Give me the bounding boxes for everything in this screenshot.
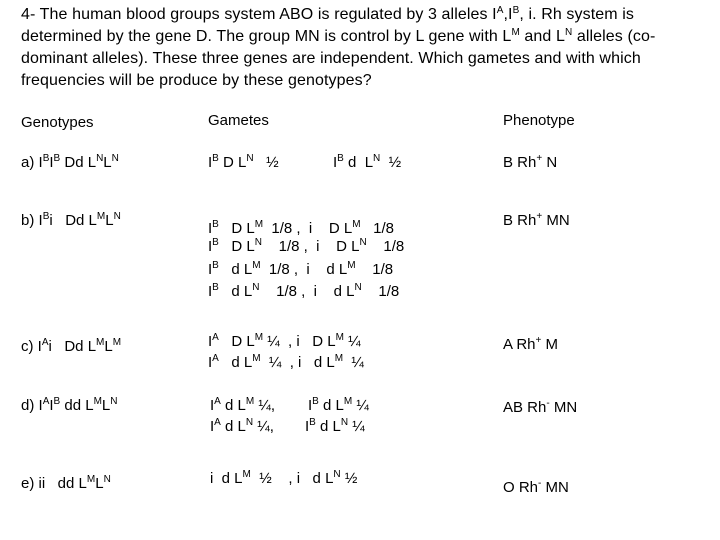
row-b-gametes-line-4: $I^B$ d $L^N$ 1/8 , i d $L^N$ 1/8	[208, 282, 400, 300]
header-gametes: Gametes	[208, 112, 269, 129]
row-e-phenotype: O Rh- MN	[503, 478, 569, 496]
row-e-genotype: e) ii dd $L^ML^N$	[21, 474, 111, 492]
row-c-gametes-line-1: $I^A$ D $L^M$ ¼ , i D $L^M$ ¼	[208, 332, 361, 350]
row-d-gamete-1a: $I^A$ d $L^M$ ¼,	[210, 396, 276, 414]
row-a-phenotype: B Rh+ N	[503, 153, 558, 171]
row-d-gamete-2b: $I^B$ d $L^N$ ¼	[305, 417, 365, 435]
header-phenotype: Phenotype	[503, 112, 575, 129]
row-b-gametes-line-1: $I^B$ D $L^M$ 1/8 , i D $L^M$ 1/8	[208, 219, 394, 237]
question-text: 4- The human blood groups system ABO is regulated by 3 alleles $I^A,I^B$, i. Rh system is determined by the gene D. The group MN is control by L gene with $L^M$ and $L^N$ alleles (co-dominant alleles). These three genes are independent. Which gametes and with which frequencies will be produce by these genotypes?	[21, 5, 656, 89]
row-a-gamete-1: $I^B$ D $L^N$ ½	[208, 153, 279, 171]
row-a-gamete-2: $I^B$ d $L^N$ ½	[333, 153, 402, 171]
row-d-genotype: d) $I^AI^B$ dd $L^ML^N$	[21, 396, 118, 414]
row-d-phenotype: AB Rh- MN	[503, 398, 578, 416]
row-b-gametes-line-3: $I^B$ d $L^M$ 1/8 , i d $L^M$ 1/8	[208, 260, 394, 278]
header-genotypes: Genotypes	[21, 114, 94, 131]
row-a-genotype: a) $I^BI^B$ Dd $L^NL^N$	[21, 153, 119, 171]
row-c-phenotype: A Rh+ M	[503, 335, 559, 353]
row-b-genotype: b) $I^Bi$ Dd $L^ML^N$	[21, 211, 121, 229]
row-d-gamete-1b: $I^B$ d $L^M$ ¼	[308, 396, 369, 414]
row-d-gamete-2a: $I^A$ d $L^N$ ¼,	[210, 417, 274, 435]
row-c-gametes-line-2: $I^A$ d $L^M$ ¼ , i d $L^M$ ¼	[208, 353, 364, 371]
row-e-gametes: i d $L^M$ ½ , i d $L^N$ ½	[210, 469, 358, 487]
row-b-gametes-line-2: $I^B$ D $L^N$ 1/8 , i D $L^N$ 1/8	[208, 237, 405, 255]
row-b-phenotype: B Rh+ MN	[503, 211, 570, 229]
row-c-genotype: c) $I^Ai$ Dd $L^ML^M$	[21, 337, 122, 355]
